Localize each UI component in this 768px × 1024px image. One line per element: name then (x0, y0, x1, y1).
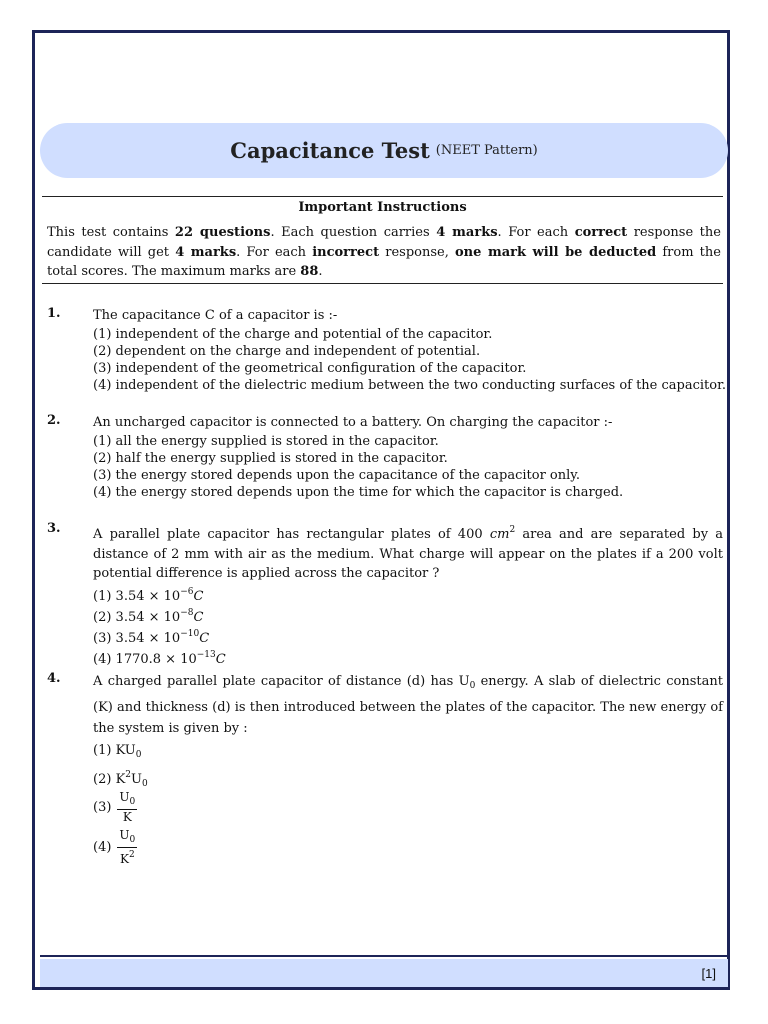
question-stem: A charged parallel plate capacitor of distance (d) has $U_0$ energy. A slab of dielectric constant (K) and thickness (d) is then introduced between the plates of the capacitor. The new energy of the system is given by : (93, 674, 723, 736)
question-number: 3. (47, 521, 61, 536)
option-2: (2) $3.54 \times 10^{-8}C$ (93, 607, 204, 625)
option-4: (4) $\frac{U_0}{K^2}$ (93, 828, 136, 866)
option-2: (2) half the energy supplied is stored in the capacitor. (93, 450, 448, 466)
option-3: (3) $\frac{U_0}{K}$ (93, 790, 136, 824)
option-3: (3) independent of the geometrical configuration of the capacitor. (93, 360, 527, 376)
instructions-bottom-rule (42, 283, 723, 284)
option-2: (2) $K^2U_0$ (93, 770, 148, 789)
option-1: (1) $KU_0$ (93, 743, 142, 760)
option-1: (1) $3.54 \times 10^{-6}C$ (93, 586, 204, 604)
page-number: [1] (701, 966, 716, 981)
instructions-text: This test contains 22 questions. Each question carries 4 marks. For each correct response the candidate will get 4 marks. For each incorrect response, one mark will be deducted from the total scores. The maximum marks are 88. (47, 225, 721, 279)
question-3 (47, 521, 723, 668)
footer-bar (40, 959, 728, 987)
title-banner (40, 123, 728, 178)
option-2: (2) dependent on the charge and independent of potential. (93, 343, 481, 359)
page-subtitle: (NEET Pattern) (435, 143, 538, 158)
question-stem: A parallel plate capacitor has rectangular plates of 400 $cm^2$ area and are separated by a distance of 2 mm with air as the medium. What charge will appear on the plates if a 200 volt potential difference is applied across the capacitor ? (93, 525, 724, 581)
page-title: Capacitance Test (230, 138, 430, 163)
question-4 (47, 671, 723, 867)
fraction: $\frac{U_0}{K^2}$ (119, 828, 136, 866)
option-4: (4) the energy stored depends upon the time for which the capacitor is charged. (93, 484, 624, 500)
option-1: (1) independent of the charge and potential of the capacitor. (93, 326, 493, 342)
question-stem: An uncharged capacitor is connected to a battery. On charging the capacitor :- (93, 415, 613, 430)
option-1: (1) all the energy supplied is stored in the capacitor. (93, 433, 439, 449)
question-number: 2. (47, 413, 61, 428)
option-3: (3) $3.54 \times 10^{-10}C$ (93, 628, 210, 646)
instructions-title: Important Instructions (298, 200, 467, 215)
question-1 (47, 306, 727, 394)
fraction: $\frac{U_0}{K}$ (119, 790, 136, 824)
question-number: 1. (47, 306, 61, 321)
question-2 (47, 413, 723, 501)
option-4: (4) $1770.8 \times 10^{-13}C$ (93, 649, 226, 667)
option-3: (3) the energy stored depends upon the capacitance of the capacitor only. (93, 467, 581, 483)
option-4: (4) independent of the dielectric medium between the two conducting surfaces of the capacitor. (93, 377, 727, 393)
question-stem: The capacitance C of a capacitor is :- (93, 308, 338, 323)
question-number: 4. (47, 671, 61, 686)
instructions-top-rule (42, 196, 723, 197)
footer-rule (40, 955, 728, 957)
